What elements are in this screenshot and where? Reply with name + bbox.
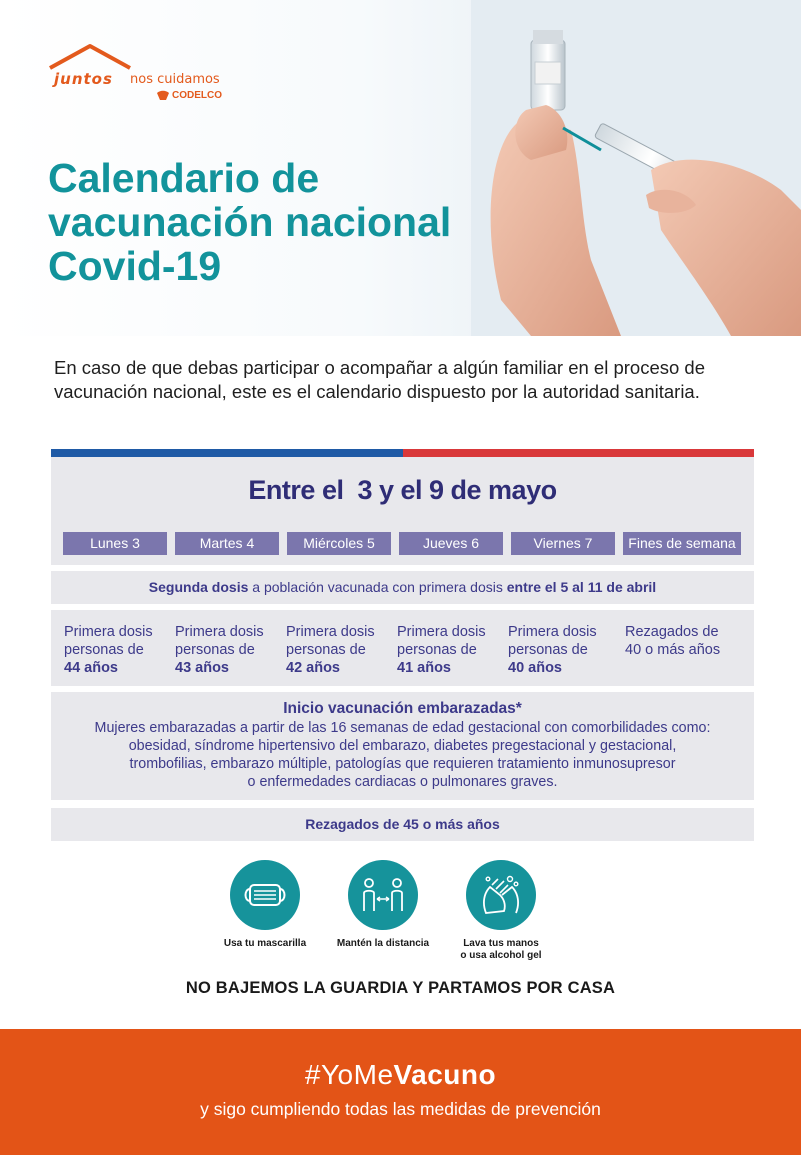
group-weekend: [619, 610, 739, 686]
group-line-1: Rezagados de: [625, 624, 719, 640]
second-dose-band: [51, 571, 754, 604]
week-title: Entre el 3 y el 9 de mayo: [248, 475, 557, 505]
first-dose-groups: [51, 610, 754, 686]
group-age: 44 años: [64, 660, 118, 676]
title-line-3: Covid-19: [48, 243, 222, 289]
group-monday: [64, 610, 175, 686]
day-weekend: Fines de semana: [623, 532, 741, 555]
house-roof-icon: [46, 42, 136, 70]
group-thursday: [397, 610, 508, 686]
second-dose-range: entre el 5 al 11 de abril: [506, 579, 657, 595]
logo-nos-cuidamos: nos cuidamos: [130, 72, 220, 87]
day-monday: Lunes 3: [63, 532, 167, 555]
group-line-2: personas de: [64, 642, 144, 658]
pregnant-description: [51, 719, 754, 791]
handwash-label-line-1: Lava tus manos: [463, 938, 539, 949]
week-header: [51, 457, 754, 565]
group-wednesday: [286, 610, 397, 686]
footer-banner: [0, 1029, 801, 1155]
distance-label-line-1: Mantén la distancia: [336, 938, 430, 949]
pregnant-line-4: o enfermedades cardiacas o pulmonares graves.: [247, 774, 558, 790]
pregnant-line-1: Mujeres embarazadas a partir de las 16 semanas de edad gestacional con comorbilidades como:: [94, 720, 711, 736]
hands-wash-icon: [466, 860, 536, 930]
hero-banner: [0, 0, 801, 336]
mask-icon: [230, 860, 300, 930]
flag-stripe-red: [403, 449, 755, 457]
day-thursday: Jueves 6: [399, 532, 503, 555]
slogan: NO BAJEMOS LA GUARDIA Y PARTAMOS POR CASA: [185, 979, 616, 997]
days-row: [63, 532, 741, 555]
group-age: 42 años: [286, 660, 340, 676]
title-line-2: vacunación nacional: [48, 199, 452, 245]
day-wednesday: Miércoles 5: [287, 532, 391, 555]
day-tuesday: Martes 4: [175, 532, 279, 555]
hashtag-prefix: #YoMe: [304, 1059, 394, 1090]
footer-subtitle: y sigo cumpliendo todas las medidas de prevención: [200, 1099, 601, 1119]
logo-juntos: juntos: [54, 70, 113, 88]
group-line-1: Primera dosis: [64, 624, 153, 640]
group-age: 40 años: [508, 660, 562, 676]
mask-label-line-1: Usa tu mascarilla: [223, 938, 307, 949]
group-line-2: personas de: [508, 642, 588, 658]
group-friday: [508, 610, 619, 686]
group-line-1: Primera dosis: [397, 624, 486, 640]
day-friday: Viernes 7: [511, 532, 615, 555]
juntos-nos-cuidamos-logo: [46, 42, 246, 106]
pregnant-title: Inicio vacunación embarazadas*: [283, 700, 522, 717]
hashtag-bold: Vacuno: [393, 1059, 497, 1090]
group-line-1: Primera dosis: [508, 624, 597, 640]
handwash-label-line-2: o usa alcohol gel: [460, 950, 542, 961]
group-age: 41 años: [397, 660, 451, 676]
pregnant-vaccination-band: [51, 692, 754, 800]
flag-stripe: [51, 449, 754, 457]
page-title: [48, 156, 528, 288]
flag-stripe-blue: [51, 449, 403, 457]
prevention-icons: [200, 860, 600, 970]
group-line-2: 40 o más años: [625, 642, 721, 658]
prevention-handwash: [431, 860, 571, 962]
intro-paragraph: En caso de que debas participar o acompañar a algún familiar en el proceso de vacunación nacional, este es el calendario dispuesto por la autoridad sanitaria.: [54, 357, 705, 402]
group-age: 43 años: [175, 660, 229, 676]
group-line-1: Primera dosis: [286, 624, 375, 640]
logo-codelco: CODELCO: [172, 90, 222, 101]
group-line-2: personas de: [175, 642, 255, 658]
late-45-band: Rezagados de 45 o más años: [51, 808, 754, 841]
group-tuesday: [175, 610, 286, 686]
group-line-2: personas de: [397, 642, 477, 658]
pregnant-line-2: obesidad, síndrome hipertensivo del embarazo, diabetes pregestacional y gestacional,: [128, 738, 677, 754]
pregnant-line-3: trombofilias, embarazo múltiple, patologías que requieren tratamiento inmunosupresor: [129, 756, 676, 772]
second-dose-label: Segunda dosis: [148, 579, 249, 595]
title-line-1: Calendario de: [48, 155, 320, 201]
distance-icon: [348, 860, 418, 930]
group-line-2: personas de: [286, 642, 366, 658]
group-line-1: Primera dosis: [175, 624, 264, 640]
codelco-mark-icon: [156, 90, 170, 102]
handwash-label: [431, 938, 571, 962]
hashtag: [0, 1059, 801, 1091]
second-dose-middle: a población vacunada con primera dosis: [248, 579, 507, 595]
